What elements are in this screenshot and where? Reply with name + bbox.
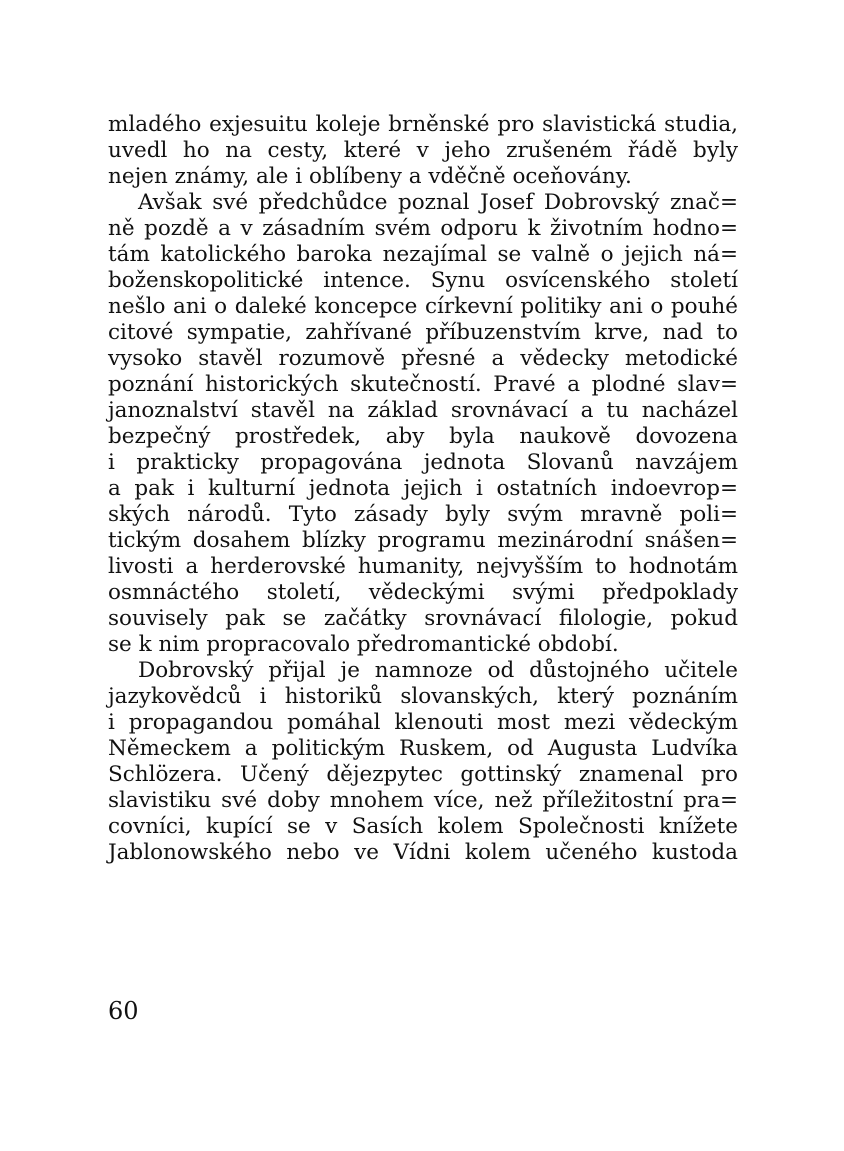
text-line: mladého exjesuitu koleje brněnské pro slavistická studia, xyxy=(108,112,738,137)
text-line: souvisely pak se začátky srovnávací filologie, pokud xyxy=(108,606,738,631)
text-line: livosti a herderovské humanity, nejvyšším to hodnotám xyxy=(108,554,738,579)
page-number: 60 xyxy=(108,997,139,1025)
paragraph-start-line: Dobrovský přijal je namnoze od důstojného učitele xyxy=(138,658,738,683)
paragraph-start-line: Avšak své předchůdce poznal Josef Dobrovský znač= xyxy=(138,190,738,215)
text-line: i propagandou pomáhal klenouti most mezi vědeckým xyxy=(108,710,738,735)
text-line: vysoko stavěl rozumově přesné a vědecky metodické xyxy=(108,346,738,371)
text-line: jazykovědců i historiků slovanských, který poznáním xyxy=(108,684,738,709)
text-line: uvedl ho na cesty, které v jeho zrušeném řádě byly xyxy=(108,138,738,163)
text-line: ských národů. Tyto zásady byly svým mravně poli= xyxy=(108,502,738,527)
text-line: Schlözera. Učený dějezpytec gottinský znamenal pro xyxy=(108,762,738,787)
text-line: Jablonowského nebo ve Vídni kolem učeného kustoda xyxy=(108,840,738,865)
text-line: se k nim propracovalo předromantické období. xyxy=(108,632,619,657)
text-line: boženskopolitické intence. Synu osvícenského století xyxy=(108,268,738,293)
text-line: nejen známy, ale i oblíbeny a vděčně oceňovány. xyxy=(108,164,632,189)
text-line: nešlo ani o daleké koncepce církevní politiky ani o pouhé xyxy=(108,294,738,319)
text-line: tickým dosahem blízky programu mezinárodní snášen= xyxy=(108,528,738,553)
body-text xyxy=(108,112,738,866)
text-line: poznání historických skutečností. Pravé a plodné slav= xyxy=(108,372,738,397)
text-line: janoznalství stavěl na základ srovnávací a tu nacházel xyxy=(108,398,738,423)
text-line: slavistiku své doby mnohem více, než příležitostní pra= xyxy=(108,788,738,813)
text-line: osmnáctého století, vědeckými svými předpoklady xyxy=(108,580,738,605)
text-line: i prakticky propagována jednota Slovanů navzájem xyxy=(108,450,738,475)
text-line: bezpečný prostředek, aby byla naukově dovozena xyxy=(108,424,738,449)
text-line: a pak i kulturní jednota jejich i ostatních indoevrop= xyxy=(108,476,738,501)
text-line: Německem a politickým Ruskem, od Augusta Ludvíka xyxy=(108,736,738,761)
text-line: covníci, kupící se v Sasích kolem Společnosti knížete xyxy=(108,814,738,839)
text-line: tám katolického baroka nezajímal se valně o jejich ná= xyxy=(108,242,738,267)
text-line: citové sympatie, zahřívané příbuzenstvím krve, nad to xyxy=(108,320,738,345)
text-line: ně pozdě a v zásadním svém odporu k životním hodno= xyxy=(108,216,738,241)
